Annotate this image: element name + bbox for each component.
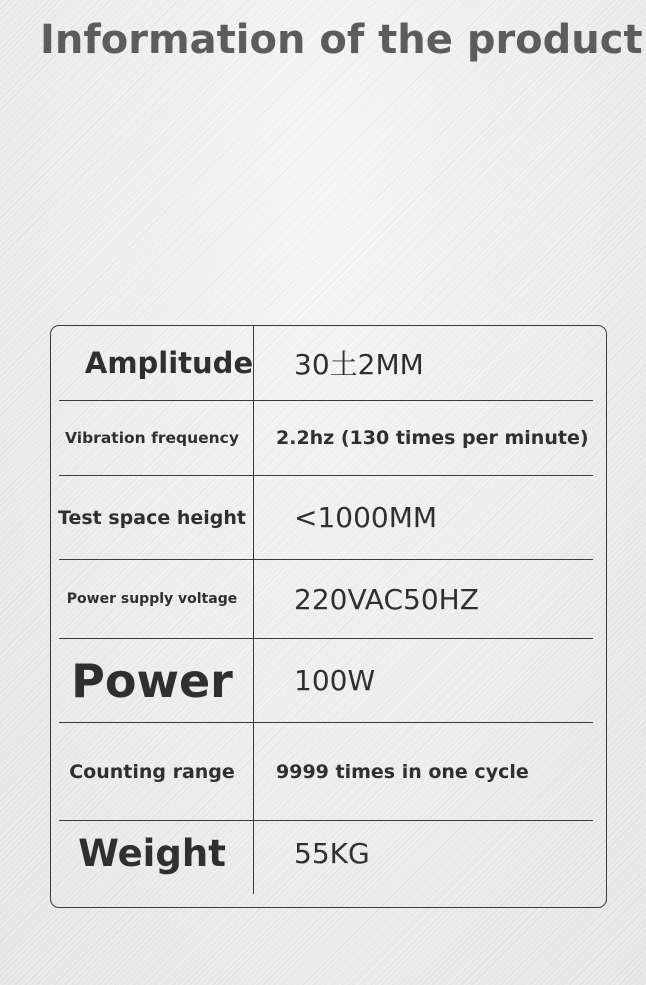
spec-value-amplitude: 30土2MM	[294, 348, 424, 381]
spec-table	[50, 325, 607, 908]
table-row-counting-range	[51, 723, 606, 820]
spec-value-vibration-frequency: 2.2hz (130 times per minute)	[276, 427, 589, 449]
table-row-vibration-frequency	[51, 401, 606, 475]
spec-label-counting-range: Counting range	[69, 760, 235, 783]
spec-value-test-space-height: <1000MM	[294, 501, 438, 534]
spec-value-counting-range: 9999 times in one cycle	[276, 760, 529, 783]
table-row-amplitude	[51, 326, 606, 400]
table-row-weight	[51, 821, 606, 886]
spec-label-weight: Weight	[78, 832, 226, 875]
spec-label-test-space-height: Test space height	[58, 506, 246, 529]
table-row-power-supply-voltage	[51, 560, 606, 638]
spec-value-weight: 55KG	[294, 837, 370, 870]
spec-label-power-supply-voltage: Power supply voltage	[66, 591, 238, 607]
page-title: Information of the product	[40, 17, 643, 63]
spec-label-vibration-frequency: Vibration frequency	[65, 429, 239, 447]
spec-value-power-supply-voltage: 220VAC50HZ	[294, 582, 479, 616]
table-row-power	[51, 639, 606, 722]
spec-label-power: Power	[71, 653, 233, 708]
spec-value-power: 100W	[294, 664, 376, 697]
table-row-test-space-height	[51, 476, 606, 559]
spec-label-amplitude: Amplitude	[84, 346, 254, 380]
